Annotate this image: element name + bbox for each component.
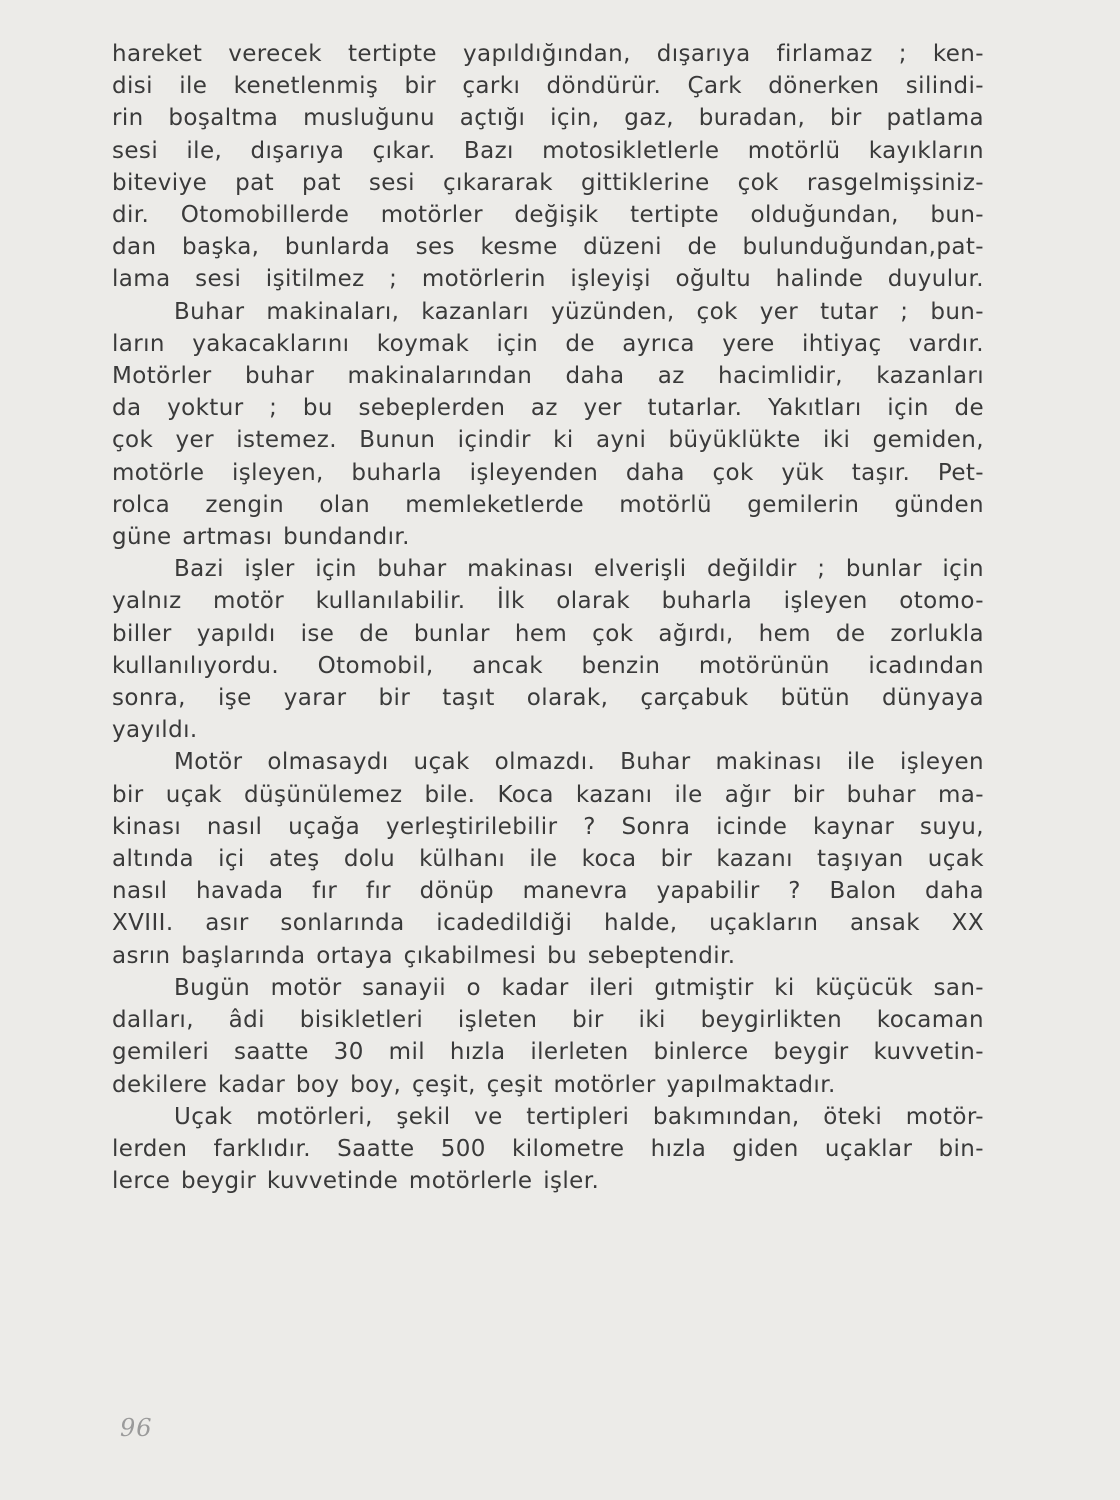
- text-line: biller yapıldı ise de bunlar hem çok ağırdı, hem de zorlukla: [112, 620, 984, 647]
- text-line: XVIII. asır sonlarında icadedildiği halde, uçakların ansak XX: [112, 910, 984, 937]
- text-line: gemileri saatte 30 mil hızla ilerleten binlerce beygir kuvvetin-: [112, 1039, 984, 1066]
- text-line: lerden farklıdır. Saatte 500 kilometre hızla giden uçaklar bin-: [112, 1135, 984, 1162]
- text-line: sonra, işe yarar bir taşıt olarak, çarçabuk bütün dünyaya: [112, 685, 984, 712]
- text-line: çok yer istemez. Bunun içindir ki ayni büyüklükte iki gemiden,: [112, 427, 984, 454]
- paragraph: [112, 553, 984, 746]
- paragraph: [112, 1101, 984, 1198]
- text-line: Motörler buhar makinalarından daha az hacimlidir, kazanları: [112, 363, 984, 390]
- paragraph: [112, 746, 984, 971]
- text-line: asrın başlarında ortaya çıkabilmesi bu sebeptendir.: [112, 942, 736, 969]
- text-line: dekilere kadar boy boy, çeşit, çeşit motörler yapılmaktadır.: [112, 1071, 836, 1098]
- text-line: kullanılıyordu. Otomobil, ancak benzin motörünün icadından: [112, 652, 984, 679]
- text-line: dir. Otomobillerde motörler değişik tertipte olduğundan, bun-: [112, 202, 984, 229]
- text-line: altında içi ateş dolu külhanı ile koca bir kazanı taşıyan uçak: [112, 846, 984, 873]
- text-line: motörle işleyen, buharla işleyenden daha çok yük taşır. Pet-: [112, 459, 984, 486]
- text-line: lama sesi işitilmez ; motörlerin işleyişi oğultu halinde duyulur.: [112, 266, 984, 293]
- text-line: dalları, âdi bisikletleri işleten bir iki beygirlikten kocaman: [112, 1007, 984, 1034]
- page-number: 96: [120, 1414, 153, 1442]
- text-line: rolca zengin olan memleketlerde motörlü gemilerin günden: [112, 491, 984, 518]
- text-line: yayıldı.: [112, 717, 198, 744]
- text-line: disi ile kenetlenmiş bir çarkı döndürür. Çark dönerken silindi-: [112, 73, 984, 100]
- text-line: Bugün motör sanayii o kadar ileri gıtmiştir ki küçücük san-: [174, 974, 984, 1001]
- text-line: yalnız motör kullanılabilir. İlk olarak buharla işleyen otomo-: [112, 588, 984, 615]
- text-line: kinası nasıl uçağa yerleştirilebilir ? Sonra icinde kaynar suyu,: [112, 813, 984, 840]
- body-text: [112, 38, 984, 1197]
- paragraph: [112, 296, 984, 554]
- text-line: sesi ile, dışarıya çıkar. Bazı motosikletlerle motörlü kayıkların: [112, 137, 984, 164]
- text-line: dan başka, bunlarda ses kesme düzeni de bulunduğundan,pat-: [112, 234, 984, 261]
- text-line: bir uçak düşünülemez bile. Koca kazanı ile ağır bir buhar ma-: [112, 781, 984, 808]
- text-line: güne artması bundandır.: [112, 524, 410, 551]
- text-line: ların yakacaklarını koymak için de ayrıca yere ihtiyaç vardır.: [112, 330, 984, 357]
- text-line: hareket verecek tertipte yapıldığından, dışarıya firlamaz ; ken-: [112, 41, 984, 67]
- paragraph: [112, 972, 984, 1101]
- text-line: nasıl havada fır fır dönüp manevra yapabilir ? Balon daha: [112, 878, 984, 905]
- text-line: Bazi işler için buhar makinası elverişli değildir ; bunlar için: [174, 556, 984, 583]
- paragraph: [112, 38, 984, 296]
- text-line: Motör olmasaydı uçak olmazdı. Buhar makinası ile işleyen: [174, 749, 984, 776]
- text-line: biteviye pat pat sesi çıkararak gittiklerine çok rasgelmişsiniz-: [112, 169, 984, 196]
- text-line: rin boşaltma musluğunu açtığı için, gaz, buradan, bir patlama: [112, 105, 984, 132]
- text-line: Buhar makinaları, kazanları yüzünden, çok yer tutar ; bun-: [174, 298, 984, 325]
- text-line: lerce beygir kuvvetinde motörlerle işler.: [112, 1168, 600, 1195]
- text-line: Uçak motörleri, şekil ve tertipleri bakımından, öteki motör-: [174, 1103, 984, 1130]
- text-line: da yoktur ; bu sebeplerden az yer tutarlar. Yakıtları için de: [112, 395, 984, 422]
